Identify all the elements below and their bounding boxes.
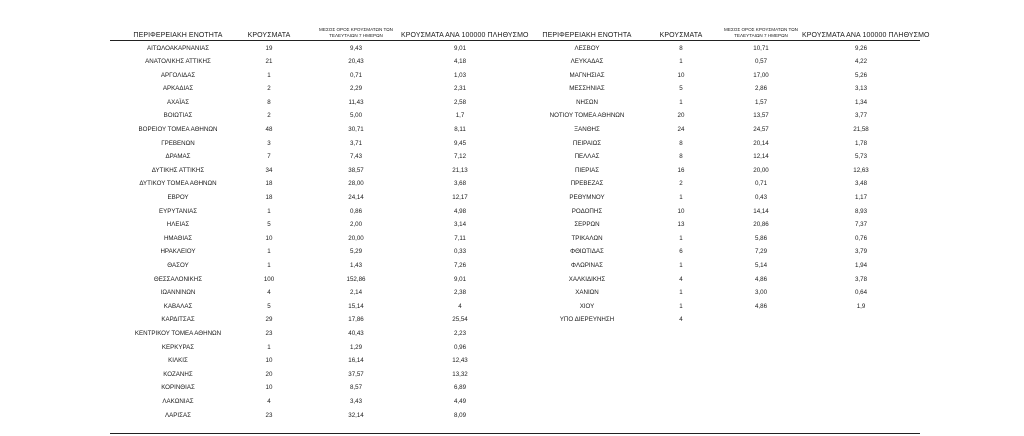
avg7-cell: 24,14 [348,194,364,202]
avg7-cell: 20,00 [348,234,364,242]
region-cell: ΠΙΕΡΙΑΣ [574,166,600,174]
per100k-cell: 4,49 [453,397,467,405]
per100k-cell: 7,26 [453,262,467,269]
table-row [110,271,519,285]
avg7-cell: 30,71 [348,126,364,134]
cases-cell: 5 [267,221,271,229]
cases-cell: 23 [265,329,273,337]
region-cell: ΗΡΑΚΛΕΙΟΥ [160,248,196,256]
region-cell: ΠΕΛΛΑΣ [574,153,600,161]
region-cell: ΗΜΑΘΙΑΣ [163,234,193,242]
region-cell: ΝΟΤΙΟΥ ΤΟΜΕΑ ΑΘΗΝΩΝ [549,112,625,120]
table-row [110,122,519,136]
table-row [517,162,920,176]
per100k-cell: 9,01 [453,44,467,52]
cases-cell: 29 [265,316,273,324]
region-cell: ΗΛΕΙΑΣ [166,221,190,229]
region-cell: ΤΡΙΚΑΛΩΝ [571,234,603,242]
avg7-cell: 3,00 [754,289,768,297]
avg7-cell: 17,00 [753,71,769,79]
region-cell: ΦΛΩΡΙΝΑΣ [571,262,603,269]
per100k-cell: 3,13 [854,85,868,93]
table-row [110,244,519,258]
table-row [110,258,519,272]
region-cell: ΚΙΛΚΙΣ [168,357,188,365]
cases-cell: 34 [265,166,273,174]
avg7-cell: 7,43 [349,153,363,161]
region-cell: ΕΒΡΟΥ [167,194,189,202]
table-row [110,54,519,68]
cases-cell: 8 [679,153,683,161]
region-cell: ΚΑΒΑΛΑΣ [163,302,193,310]
per100k-cell: 1,17 [854,194,868,202]
per100k-cell: 12,63 [853,166,869,174]
table-row [110,149,519,163]
cases-cell: 1 [267,248,271,256]
header-per100k: ΚΡΟΥΣΜΑΤΑ ΑΝΑ 100000 ΠΛΗΘΥΣΜΟ [401,32,529,39]
per100k-cell: 8,09 [453,411,467,419]
cases-cell: 10 [677,71,685,79]
avg7-cell: 37,57 [348,370,364,378]
table-row [517,149,920,163]
per100k-cell: 8,93 [854,207,868,215]
table-row [517,285,920,299]
cases-cell: 10 [265,384,273,392]
region-cell: ΠΡΕΒΕΖΑΣ [570,180,604,188]
cases-cell: 10 [265,357,273,365]
per100k-cell: 7,11 [454,234,466,242]
region-cell: ΜΑΓΝΗΣΙΑΣ [569,71,605,79]
cases-cell: 8 [679,139,683,147]
per100k-cell: 2,31 [453,85,467,93]
per100k-cell: 0,96 [453,343,467,351]
cases-cell: 1 [679,302,683,310]
per100k-cell: 12,43 [452,357,468,365]
cases-cell: 5 [679,85,683,93]
region-cell: ΒΟΙΩΤΙΑΣ [163,112,193,120]
cases-cell: 4 [267,397,271,405]
table-row [517,67,920,81]
avg7-cell: 1,43 [349,262,363,269]
region-cell: ΚΕΡΚΥΡΑΣ [161,343,195,351]
avg7-cell: 5,14 [754,262,768,269]
avg7-cell: 2,00 [349,221,363,229]
region-cell: ΚΕΝΤΡΙΚΟΥ ΤΟΜΕΑ ΑΘΗΝΩΝ [134,329,222,337]
avg7-cell: 4,86 [754,302,768,310]
header-region: ΠΕΡΙΦΕΡΕΙΑΚΗ ΕΝΟΤΗΤΑ [133,32,223,39]
region-cell: ΠΕΙΡΑΙΩΣ [572,139,602,147]
per100k-cell: 2,38 [453,289,467,297]
table-row [110,203,519,217]
per100k-cell: 0,64 [854,289,868,297]
per100k-cell: 4 [458,302,462,310]
per100k-cell: 4,18 [453,58,467,66]
region-cell: ΧΑΛΚΙΔΙΚΗΣ [568,275,606,283]
table-row [110,162,519,176]
region-cell: ΧΙΟΥ [579,302,595,310]
avg7-cell: 5,00 [349,112,363,120]
per100k-cell: 3,68 [453,180,467,188]
avg7-cell: 24,57 [753,126,769,134]
cases-cell: 21 [265,58,273,66]
cases-cell: 8 [679,44,683,52]
left-table-header [110,0,529,41]
per100k-cell: 3,14 [453,221,467,229]
per100k-cell: 9,26 [854,44,868,52]
avg7-cell: 2,86 [754,85,768,93]
cases-cell: 1 [679,98,683,106]
table-row [110,325,519,339]
avg7-cell: 40,43 [348,329,364,337]
per100k-cell: 1,78 [854,139,868,147]
per100k-cell: 1,03 [453,71,467,79]
cases-cell: 3 [267,139,271,147]
cases-cell: 10 [677,207,685,215]
per100k-cell: 21,58 [853,126,869,134]
region-cell: ΑΡΚΑΔΙΑΣ [162,85,194,93]
region-cell: ΛΕΣΒΟΥ [574,44,600,52]
cases-cell: 1 [679,58,683,66]
per100k-cell: 2,23 [453,329,467,337]
per100k-cell: 1,34 [854,98,868,106]
avg7-cell: 0,43 [754,194,768,202]
table-row [517,176,920,190]
avg7-cell: 12,14 [753,153,769,161]
table-row [517,54,920,68]
avg7-cell: 14,14 [753,207,769,215]
table-row [517,230,920,244]
cases-cell: 1 [267,207,271,215]
avg7-cell: 5,86 [754,234,768,242]
cases-cell: 6 [679,248,683,256]
cases-cell: 8 [267,98,271,106]
avg7-cell: 11,43 [348,98,364,106]
cases-cell: 20 [677,112,685,120]
header-avg7: ΜΕΣΟΣ ΟΡΟΣ ΚΡΟΥΣΜΑΤΩΝ ΤΩΝ ΤΕΛΕΥΤΑΙΩΝ 7 ΗΜΕΡΩΝ [724,27,798,38]
per100k-cell: 7,12 [453,153,467,161]
per100k-cell: 9,01 [453,275,467,283]
avg7-cell: 0,71 [754,180,768,188]
avg7-cell: 0,86 [349,207,363,215]
right-table-body [517,40,920,325]
table-row [110,353,519,367]
cases-cell: 18 [265,180,273,188]
region-cell: ΛΑΚΩΝΙΑΣ [162,397,194,405]
avg7-cell: 1,57 [754,98,768,106]
cases-cell: 23 [265,411,273,419]
cases-cell: 10 [265,234,273,242]
region-cell: ΕΥΡΥΤΑΝΙΑΣ [158,207,198,215]
table-row [110,230,519,244]
table-row [517,271,920,285]
per100k-cell: 1,94 [854,262,868,269]
per100k-cell: 5,26 [854,71,868,79]
per100k-cell: 9,45 [453,139,467,147]
cases-cell: 2 [267,85,271,93]
cases-cell: 1 [679,262,683,269]
avg7-cell: 7,29 [754,248,768,256]
table-row [110,312,519,326]
avg7-cell: 17,86 [348,316,364,324]
avg7-cell: 15,14 [348,302,364,310]
table-row [517,81,920,95]
per100k-cell: 1,9 [856,302,866,310]
table-row [517,190,920,204]
avg7-cell: 5,29 [349,248,363,256]
region-cell: ΓΡΕΒΕΝΩΝ [161,139,195,147]
cases-cell: 1 [679,194,683,202]
table-row [110,135,519,149]
header-cases: ΚΡΟΥΣΜΑΤΑ [659,32,703,39]
avg7-cell: 3,43 [349,397,363,405]
table-row [110,67,519,81]
per100k-cell: 7,37 [854,221,868,229]
header-per100k: ΚΡΟΥΣΜΑΤΑ ΑΝΑ 100000 ΠΛΗΘΥΣΜΟ [802,32,930,39]
header-avg7: ΜΕΣΟΣ ΟΡΟΣ ΚΡΟΥΣΜΑΤΩΝ ΤΩΝ ΤΕΛΕΥΤΑΙΩΝ 7 ΗΜΕΡΩΝ [319,27,393,38]
table-row [517,298,920,312]
per100k-cell: 0,33 [453,248,467,256]
table-row [517,258,920,272]
avg7-cell: 2,29 [349,85,363,93]
region-cell: ΞΑΝΘΗΣ [574,126,600,134]
table-row [110,190,519,204]
per100k-cell: 3,48 [854,180,868,188]
per100k-cell: 13,32 [452,370,468,378]
cases-cell: 2 [679,180,683,188]
cases-cell: 48 [265,126,273,134]
avg7-cell: 16,14 [348,357,364,365]
region-cell: ΦΘΙΩΤΙΔΑΣ [570,248,604,256]
avg7-cell: 20,86 [753,221,769,229]
avg7-cell: 20,00 [753,166,769,174]
region-cell: ΧΑΝΙΩΝ [575,289,599,297]
avg7-cell: 8,57 [349,384,363,392]
cases-cell: 1 [267,343,271,351]
per100k-cell: 21,13 [452,166,468,174]
per100k-cell: 4,22 [854,58,868,66]
region-cell: ΝΗΣΩΝ [576,98,598,106]
avg7-cell: 13,57 [753,112,769,120]
per100k-cell: 8,11 [454,126,466,134]
per100k-cell: 2,58 [453,98,467,106]
region-cell: ΥΠΟ ΔΙΕΡΕΥΝΗΣΗ [559,316,615,324]
table-row [517,108,920,122]
per100k-cell: 3,79 [854,248,868,256]
table-row [110,366,519,380]
avg7-cell: 32,14 [348,411,364,419]
region-cell: ΑΡΓΟΛΙΔΑΣ [160,71,196,79]
region-cell: ΘΑΣΟΥ [167,262,189,269]
table-row [110,380,519,394]
table-row [517,94,920,108]
avg7-cell: 2,14 [349,289,363,297]
per100k-cell: 3,77 [854,112,868,120]
table-row [110,81,519,95]
cases-cell: 2 [267,112,271,120]
avg7-cell: 20,43 [348,58,364,66]
table-row [110,393,519,407]
avg7-cell: 152,86 [346,275,366,283]
per100k-cell: 6,89 [453,384,467,392]
table-row [517,217,920,231]
table-row [110,94,519,108]
table-row [110,40,519,54]
cases-cell: 100 [263,275,275,283]
avg7-cell: 3,71 [349,139,363,147]
per100k-cell: 4,98 [453,207,467,215]
per100k-cell: 3,78 [854,275,868,283]
right-table-header [517,0,930,41]
cases-cell: 4 [267,289,271,297]
table-row [110,176,519,190]
table-row [517,122,920,136]
cases-cell: 1 [679,234,683,242]
avg7-cell: 10,71 [753,44,769,52]
per100k-cell: 12,17 [452,194,468,202]
avg7-cell: 0,57 [754,58,768,66]
cases-cell: 16 [677,166,685,174]
avg7-cell: 4,86 [754,275,768,283]
cases-cell: 19 [265,44,273,52]
cases-cell: 13 [677,221,685,229]
region-cell: ΙΩΑΝΝΙΝΩΝ [160,289,196,297]
cases-cell: 24 [677,126,685,134]
avg7-cell: 1,29 [349,343,363,351]
region-cell: ΔΥΤΙΚΟΥ ΤΟΜΕΑ ΑΘΗΝΩΝ [139,180,217,188]
per100k-cell: 5,73 [854,153,868,161]
avg7-cell: 0,71 [349,71,363,79]
region-cell: ΚΑΡΔΙΤΣΑΣ [161,316,195,324]
per100k-cell: 0,76 [854,234,868,242]
region-cell: ΛΑΡΙΣΑΣ [165,411,191,419]
region-cell: ΡΟΔΟΠΗΣ [571,207,603,215]
avg7-cell: 38,57 [348,166,364,174]
table-row [110,285,519,299]
avg7-cell: 28,00 [348,180,364,188]
cases-cell: 20 [265,370,273,378]
table-row [110,407,519,421]
region-cell: ΔΡΑΜΑΣ [165,153,191,161]
avg7-cell: 20,14 [753,139,769,147]
table-row [110,298,519,312]
region-cell: ΚΟΡΙΝΘΙΑΣ [161,384,195,392]
header-cases: ΚΡΟΥΣΜΑΤΑ [247,32,291,39]
region-cell: ΒΟΡΕΙΟΥ ΤΟΜΕΑ ΑΘΗΝΩΝ [138,126,218,134]
table-row [517,312,920,326]
region-cell: ΑΙΤΩΛΟΑΚΑΡΝΑΝΙΑΣ [146,44,210,52]
table-row [517,203,920,217]
cases-cell: 1 [267,71,271,79]
table-row [110,339,519,353]
cases-cell: 18 [265,194,273,202]
header-region: ΠΕΡΙΦΕΡΕΙΑΚΗ ΕΝΟΤΗΤΑ [542,32,632,39]
region-cell: ΣΕΡΡΩΝ [574,221,600,229]
avg7-cell: 9,43 [349,44,363,52]
region-cell: ΚΟΖΑΝΗΣ [163,370,193,378]
per100k-cell: 25,54 [452,316,468,324]
region-cell: ΔΥΤΙΚΗΣ ΑΤΤΙΚΗΣ [151,166,205,174]
region-cell: ΛΕΥΚΑΔΑΣ [570,58,604,66]
table-row [517,244,920,258]
table-row [517,40,920,54]
region-cell: ΑΝΑΤΟΛΙΚΗΣ ΑΤΤΙΚΗΣ [145,58,211,66]
per100k-cell: 1,7 [455,112,465,120]
cases-cell: 5 [267,302,271,310]
cases-cell: 4 [679,275,683,283]
cases-cell: 7 [267,153,271,161]
region-cell: ΜΕΣΣΗΝΙΑΣ [569,85,605,93]
cases-cell: 1 [267,262,271,269]
region-cell: ΑΧΑΪΑΣ [166,98,190,106]
left-table-body [110,40,519,421]
table-row [110,108,519,122]
region-cell: ΡΕΘΥΜΝΟΥ [569,194,605,202]
bottom-divider [110,433,920,434]
table-row [110,217,519,231]
region-cell: ΘΕΣΣΑΛΟΝΙΚΗΣ [153,275,203,283]
table-row [517,135,920,149]
cases-cell: 4 [679,316,683,324]
cases-cell: 1 [679,289,683,297]
